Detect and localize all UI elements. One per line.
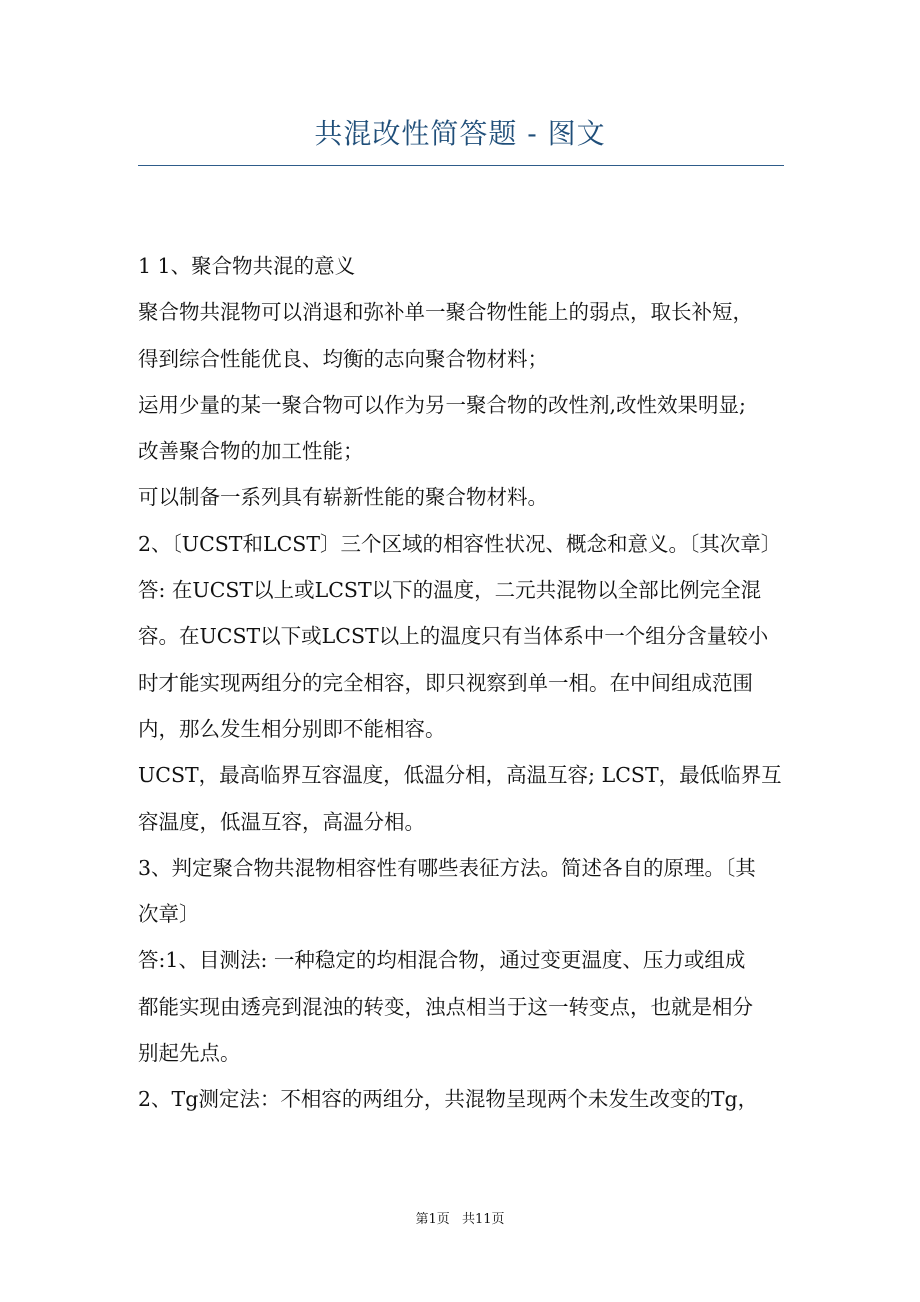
page-number: 第1页 xyxy=(415,1212,450,1227)
document-body xyxy=(138,243,798,1123)
body-line: 2、〔UCST和LCST〕三个区域的相容性状况、概念和意义。〔其次章〕 xyxy=(138,531,782,556)
body-line: 改善聚合物的加工性能； xyxy=(138,439,364,464)
body-line: 容温度，低温互容，高温分相。 xyxy=(138,809,425,834)
body-line: 内，那么发生相分别即不能相容。 xyxy=(138,716,446,741)
body-line: 答: 在UCST以上或LCST以下的温度，二元共混物以全部比例完全混 xyxy=(138,578,762,603)
body-line: 别起先点。 xyxy=(138,1041,241,1066)
page-total: 共11页 xyxy=(461,1212,505,1227)
body-line: 聚合物共混物可以消退和弥补单一聚合物性能上的弱点，取长补短， xyxy=(138,300,753,325)
body-line: 2、Tg测定法：不相容的两组分，共混物呈现两个未发生改变的Tg， xyxy=(138,1087,759,1112)
body-line: 时才能实现两组分的完全相容，即只视察到单一相。在中间组成范围 xyxy=(138,670,753,695)
body-line: 运用少量的某一聚合物可以作为另一聚合物的改性剂,改性效果明显; xyxy=(138,392,746,417)
body-line: 都能实现由透亮到混浊的转变，浊点相当于这一转变点，也就是相分 xyxy=(138,994,753,1019)
page-footer xyxy=(0,1208,920,1227)
title-divider xyxy=(138,165,784,166)
document-title: 共混改性简答题 - 图文 xyxy=(314,117,606,150)
body-line: UCST，最高临界互容温度，低温分相，高温互容; LCST，最低临界互 xyxy=(138,763,782,788)
body-line: 可以制备一系列具有崭新性能的聚合物材料。 xyxy=(138,485,548,510)
body-line: 得到综合性能优良、均衡的志向聚合物材料； xyxy=(138,346,548,371)
body-line: 3、判定聚合物共混物相容性有哪些表征方法。简述各自的原理。〔其 xyxy=(138,855,756,880)
body-line: 次章〕 xyxy=(138,902,200,927)
body-line: 容。在UCST以下或LCST以上的温度只有当体系中一个组分含量较小 xyxy=(138,624,769,649)
body-line: 1 1、聚合物共混的意义 xyxy=(138,254,356,278)
body-line: 答:1、目测法: 一种稳定的均相混合物，通过变更温度、压力或组成 xyxy=(138,948,746,973)
